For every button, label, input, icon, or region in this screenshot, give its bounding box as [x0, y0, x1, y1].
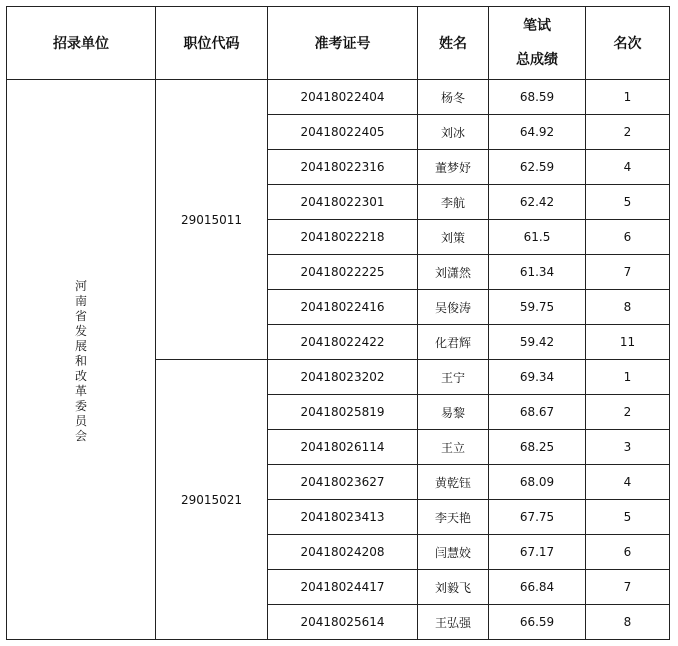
exam-number-cell: 20418024417 — [268, 570, 418, 605]
position-code-cell: 29015011 — [156, 80, 268, 360]
score-cell: 64.92 — [489, 115, 586, 150]
header-score-line1: 笔试 — [523, 18, 551, 34]
rank-cell: 11 — [586, 325, 670, 360]
rank-cell: 1 — [586, 360, 670, 395]
table-row — [7, 80, 670, 115]
name-cell: 王宁 — [418, 360, 489, 395]
rank-cell: 8 — [586, 290, 670, 325]
name-cell: 化君辉 — [418, 325, 489, 360]
score-cell: 68.67 — [489, 395, 586, 430]
header-name: 姓名 — [418, 7, 489, 80]
exam-number-cell: 20418025614 — [268, 605, 418, 640]
header-score — [489, 7, 586, 80]
name-cell: 刘冰 — [418, 115, 489, 150]
name-cell: 刘毅飞 — [418, 570, 489, 605]
name-cell: 吴俊涛 — [418, 290, 489, 325]
exam-number-cell: 20418023627 — [268, 465, 418, 500]
rank-cell: 8 — [586, 605, 670, 640]
unit-cell — [7, 80, 156, 640]
header-rank: 名次 — [586, 7, 670, 80]
name-cell: 杨冬 — [418, 80, 489, 115]
score-cell: 59.75 — [489, 290, 586, 325]
rank-cell: 6 — [586, 220, 670, 255]
score-cell: 68.09 — [489, 465, 586, 500]
exam-number-cell: 20418026114 — [268, 430, 418, 465]
name-cell: 王弘强 — [418, 605, 489, 640]
name-cell: 董梦妤 — [418, 150, 489, 185]
header-position-code: 职位代码 — [156, 7, 268, 80]
score-cell: 59.42 — [489, 325, 586, 360]
exam-number-cell: 20418022316 — [268, 150, 418, 185]
rank-cell: 3 — [586, 430, 670, 465]
position-code-cell: 29015021 — [156, 360, 268, 640]
name-cell: 王立 — [418, 430, 489, 465]
score-cell: 67.17 — [489, 535, 586, 570]
header-row — [7, 7, 670, 80]
name-cell: 刘潇然 — [418, 255, 489, 290]
exam-number-cell: 20418022301 — [268, 185, 418, 220]
rank-cell: 4 — [586, 465, 670, 500]
results-table — [6, 6, 670, 640]
name-cell: 刘策 — [418, 220, 489, 255]
header-unit: 招录单位 — [7, 7, 156, 80]
exam-number-cell: 20418022405 — [268, 115, 418, 150]
score-cell: 67.75 — [489, 500, 586, 535]
rank-cell: 2 — [586, 395, 670, 430]
exam-number-cell: 20418025819 — [268, 395, 418, 430]
name-cell: 闫慧姣 — [418, 535, 489, 570]
rank-cell: 1 — [586, 80, 670, 115]
exam-number-cell: 20418022422 — [268, 325, 418, 360]
name-cell: 黄乾钰 — [418, 465, 489, 500]
header-score-line2: 总成绩 — [516, 52, 558, 68]
exam-number-cell: 20418022218 — [268, 220, 418, 255]
rank-cell: 5 — [586, 185, 670, 220]
score-cell: 66.84 — [489, 570, 586, 605]
rank-cell: 2 — [586, 115, 670, 150]
rank-cell: 5 — [586, 500, 670, 535]
rank-cell: 6 — [586, 535, 670, 570]
exam-number-cell: 20418022225 — [268, 255, 418, 290]
score-cell: 62.42 — [489, 185, 586, 220]
name-cell: 李航 — [418, 185, 489, 220]
score-cell: 68.25 — [489, 430, 586, 465]
score-cell: 69.34 — [489, 360, 586, 395]
name-cell: 易黎 — [418, 395, 489, 430]
header-exam-number: 准考证号 — [268, 7, 418, 80]
exam-number-cell: 20418022416 — [268, 290, 418, 325]
exam-number-cell: 20418024208 — [268, 535, 418, 570]
score-cell: 61.5 — [489, 220, 586, 255]
score-cell: 62.59 — [489, 150, 586, 185]
score-cell: 66.59 — [489, 605, 586, 640]
exam-number-cell: 20418023413 — [268, 500, 418, 535]
unit-name: 河南省发展和改革委员会 — [74, 279, 87, 443]
rank-cell: 7 — [586, 255, 670, 290]
exam-number-cell: 20418022404 — [268, 80, 418, 115]
score-cell: 68.59 — [489, 80, 586, 115]
score-cell: 61.34 — [489, 255, 586, 290]
exam-number-cell: 20418023202 — [268, 360, 418, 395]
name-cell: 李天艳 — [418, 500, 489, 535]
rank-cell: 7 — [586, 570, 670, 605]
rank-cell: 4 — [586, 150, 670, 185]
table-body — [7, 80, 670, 640]
